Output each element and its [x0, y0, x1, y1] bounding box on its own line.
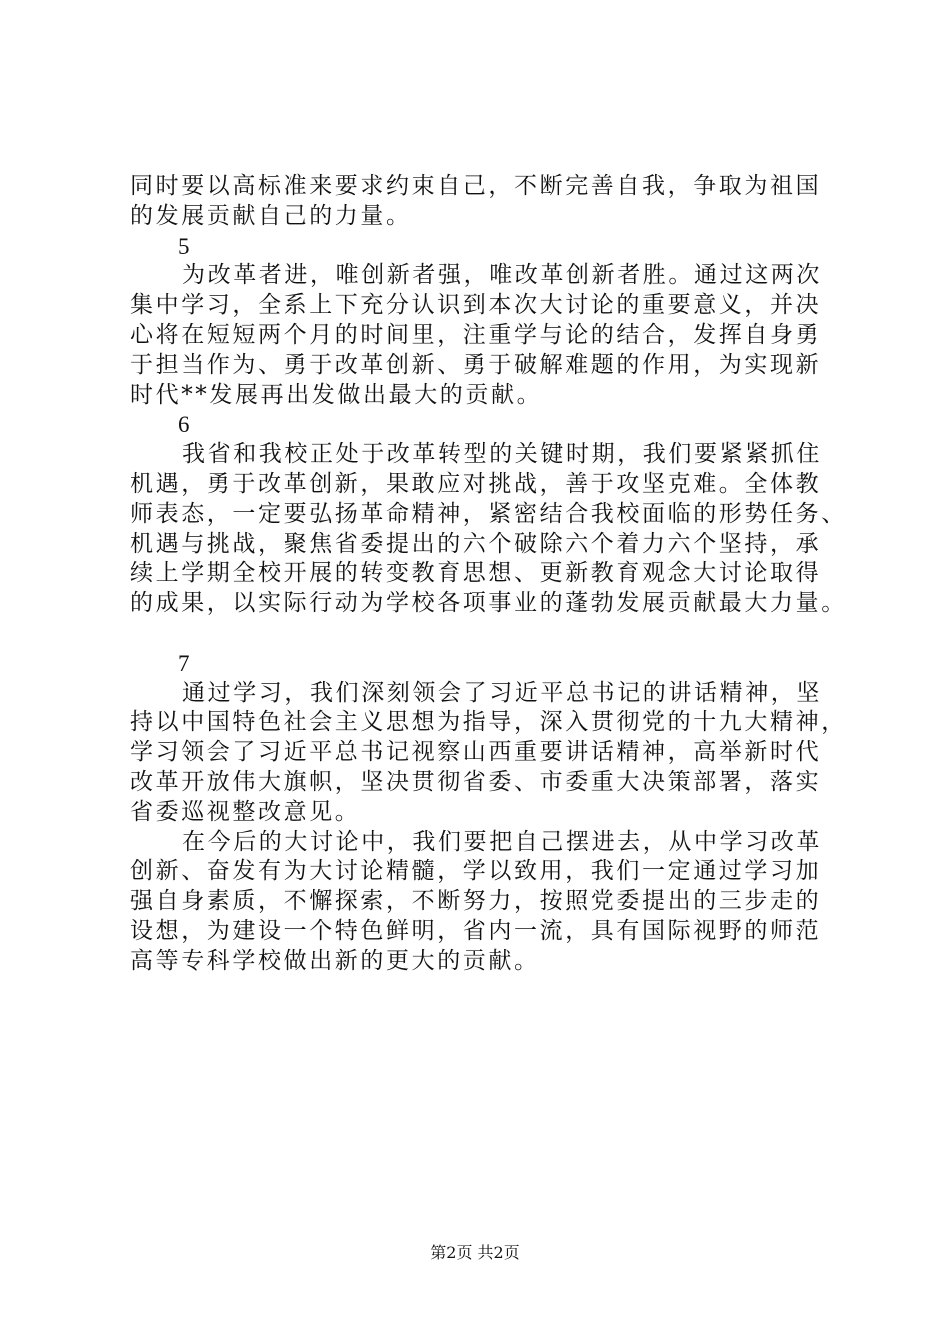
section-number: 7	[178, 650, 190, 676]
text-line: 我省和我校正处于改革转型的关键时期，我们要紧紧抓住	[182, 441, 822, 468]
text-line: 同时要以高标准来要求约束自己，不断完善自我，争取为祖国	[130, 173, 822, 199]
text-line: 强自身素质，不懈探索，不断努力，按照党委提出的三步走的	[130, 888, 822, 915]
text-line: 在今后的大讨论中，我们要把自己摆进去，从中学习改革	[182, 828, 822, 855]
text-line: 创新、奋发有为大讨论精髓，学以致用，我们一定通过学习加	[130, 858, 822, 885]
text-line: 续上学期全校开展的转变教育思想、更新教育观念大讨论取得	[130, 560, 822, 587]
text-line: 通过学习，我们深刻领会了习近平总书记的讲话精神，坚	[182, 679, 822, 706]
text-line: 的发展贡献自己的力量。	[130, 202, 412, 229]
section-number: 6	[178, 412, 190, 438]
text-line: 持以中国特色社会主义思想为指导，深入贯彻党的十九大精神，	[130, 709, 847, 736]
document-body	[130, 172, 845, 977]
text-line: 学习领会了习近平总书记视察山西重要讲话精神，高举新时代	[130, 739, 822, 766]
text-line: 机遇与挑战，聚焦省委提出的六个破除六个着力六个坚持，承	[130, 530, 822, 557]
page-footer: 第2页 共2页	[430, 1243, 520, 1262]
text-line: 的成果，以实际行动为学校各项事业的蓬勃发展贡献最大力量。	[130, 590, 847, 617]
blank-line	[130, 619, 845, 649]
text-line: 高等专科学校做出新的更大的贡献。	[130, 947, 540, 974]
text-line: 机遇，勇于改革创新，果敢应对挑战，善于攻坚克难。全体教	[130, 470, 822, 497]
text-line: 师表态，一定要弘扬革命精神，紧密结合我校面临的形势任务、	[130, 500, 847, 527]
text-line: 设想，为建设一个特色鲜明，省内一流，具有国际视野的师范	[130, 917, 822, 944]
text-line: 时代**发展再出发做出最大的贡献。	[130, 381, 543, 408]
text-line: 改革开放伟大旗帜，坚决贯彻省委、市委重大决策部署，落实	[130, 768, 822, 795]
text-line: 为改革者进，唯创新者强，唯改革创新者胜。通过这两次	[182, 262, 822, 289]
text-line: 集中学习，全系上下充分认识到本次大讨论的重要意义，并决	[130, 292, 822, 319]
section-number: 5	[178, 233, 190, 259]
text-line: 于担当作为、勇于改革创新、勇于破解难题的作用，为实现新	[130, 351, 822, 378]
text-line: 省委巡视整改意见。	[130, 798, 361, 825]
text-line: 心将在短短两个月的时间里，注重学与论的结合，发挥自身勇	[130, 321, 822, 348]
